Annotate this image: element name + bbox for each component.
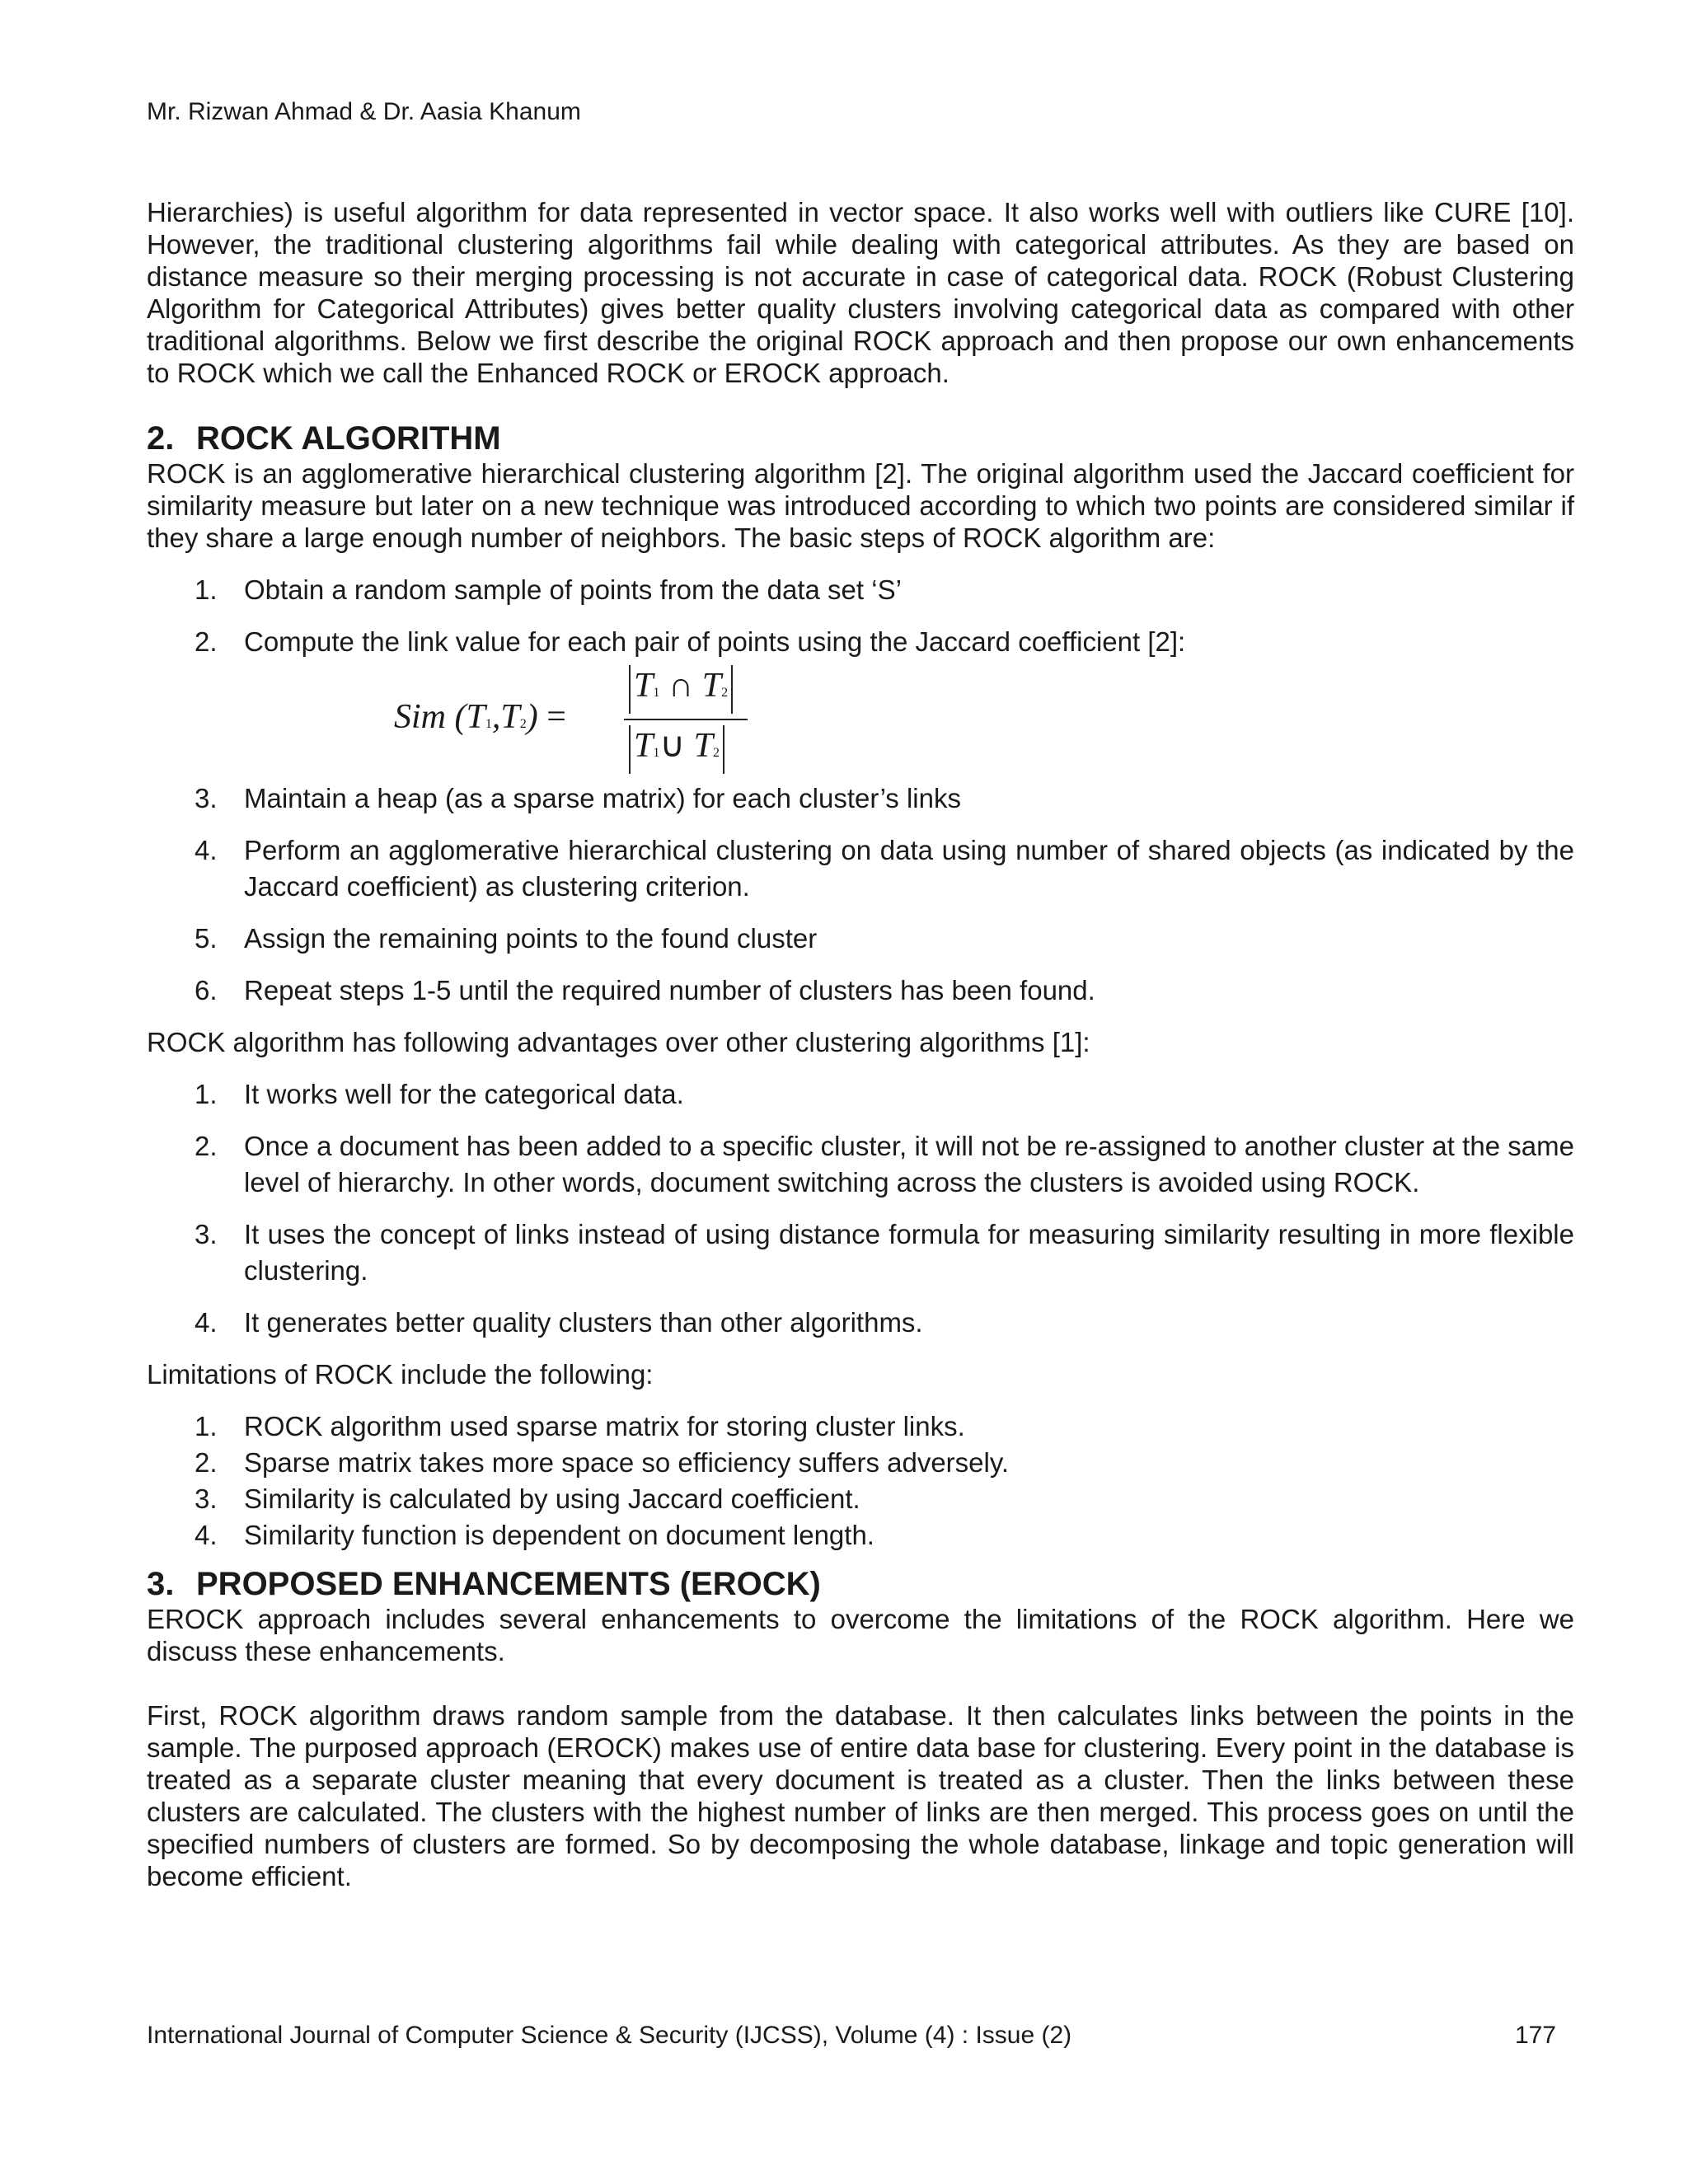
list-item: 2. Sparse matrix takes more space so efficiency suffers adversely. [195,1447,1010,1478]
list-item: 3. Maintain a heap (as a sparse matrix) for each cluster’s links [195,783,961,813]
list-item: 4. It generates better quality clusters than other algorithms. [195,1307,923,1338]
page-number: 177 [1514,2022,1556,2049]
section-2-heading [147,419,1574,457]
rock-steps-list-continued [147,780,1574,1009]
list-item: 3. Similarity is calculated by using Jaccard coefficient. [195,1483,860,1514]
list-item: 6. Repeat steps 1-5 until the required number of clusters has been found. [195,975,1095,1005]
list-item: 4. Similarity function is dependent on document length. [195,1520,874,1550]
advantages-intro: ROCK algorithm has following advantages over other clustering algorithms [1]: [147,1027,1090,1057]
list-item: 1. It works well for the categorical data. [195,1079,684,1109]
list-item: 2. Compute the link value for each pair of points using the Jaccard coefficient [2]: [195,626,1186,657]
formula-fraction [629,665,744,774]
page-body [147,196,1574,1892]
jaccard-formula [394,665,1574,780]
section-3-heading [147,1565,1574,1603]
limitations-list [147,1408,1574,1554]
section-3-number: 3. [147,1566,175,1602]
fraction-bar [624,719,748,720]
section-2-paragraph: ROCK is an agglomerative hierarchical clustering algorithm [2]. The original algorithm used the Jaccard coefficient for similarity measure but later on a new technique was introduced according to which two points are considered similar if they share a large enough number of neighbors. The basic steps of ROCK algorithm are: [147,458,1574,553]
limitations-intro: Limitations of ROCK include the following: [147,1359,654,1390]
footer-journal: International Journal of Computer Science & Security (IJCSS), Volume (4) : Issue (2) [147,2022,1072,2049]
section-3-title: PROPOSED ENHANCEMENTS (EROCK) [196,1566,821,1602]
list-item: 1. Obtain a random sample of points from the data set ‘S’ [195,574,902,605]
intro-paragraph: Hierarchies) is useful algorithm for data represented in vector space. It also works well with outliers like CURE [10]. However, the traditional clustering algorithms fail while dealing with categorical attributes. As they are based on distance measure so their merging processing is not accurate in case of categorical data. ROCK (Robust Clustering Algorithm for Categorical Attributes) gives better quality clusters involving categorical data as compared with other traditional algorithms. Below we first describe the original ROCK approach and then propose our own enhancements to ROCK which we call the Enhanced ROCK or EROCK approach. [147,197,1574,388]
page-footer [147,2021,1556,2050]
section-3-paragraph-1: EROCK approach includes several enhancements to overcome the limitations of the ROCK algorithm. Here we discuss these enhancements. [147,1604,1574,1666]
list-item: 3. It uses the concept of links instead of using distance formula for measuring similarity resulting in more flexible clustering. [195,1219,1574,1286]
section-3-paragraph-2: First, ROCK algorithm draws random sample from the database. It then calculates links between the points in the sample. The purposed approach (EROCK) makes use of entire data base for clustering. Every point in the database is treated as a separate cluster meaning that every document is treated as a cluster. Then the links between these clusters are calculated. The clusters with the highest number of links are then merged. This process goes on until the specified numbers of clusters are formed. So by decomposing the whole database, linkage and topic generation will become efficient. [147,1700,1574,1891]
formula-numerator: T1 ∩ T2 [629,665,733,714]
section-2-number: 2. [147,420,175,457]
list-item: 2. Once a document has been added to a specific cluster, it will not be re-assigned to another cluster at the same level of hierarchy. In other words, document switching across the clusters is avoided using ROCK. [195,1131,1574,1197]
list-item: 1. ROCK algorithm used sparse matrix for storing cluster links. [195,1411,965,1441]
formula-denominator: T1∪ T2 [629,725,724,774]
list-item: 4. Perform an agglomerative hierarchical clustering on data using number of shared objects (as indicated by the Jaccard coefficient) as clustering criterion. [195,835,1574,902]
formula-lhs: Sim (T1,T2) = [394,698,566,736]
running-header: Mr. Rizwan Ahmad & Dr. Aasia Khanum [147,98,581,125]
section-2-title: ROCK ALGORITHM [196,420,501,457]
advantages-list [147,1076,1574,1341]
rock-steps-list [147,572,1574,660]
list-item: 5. Assign the remaining points to the found cluster [195,923,818,954]
